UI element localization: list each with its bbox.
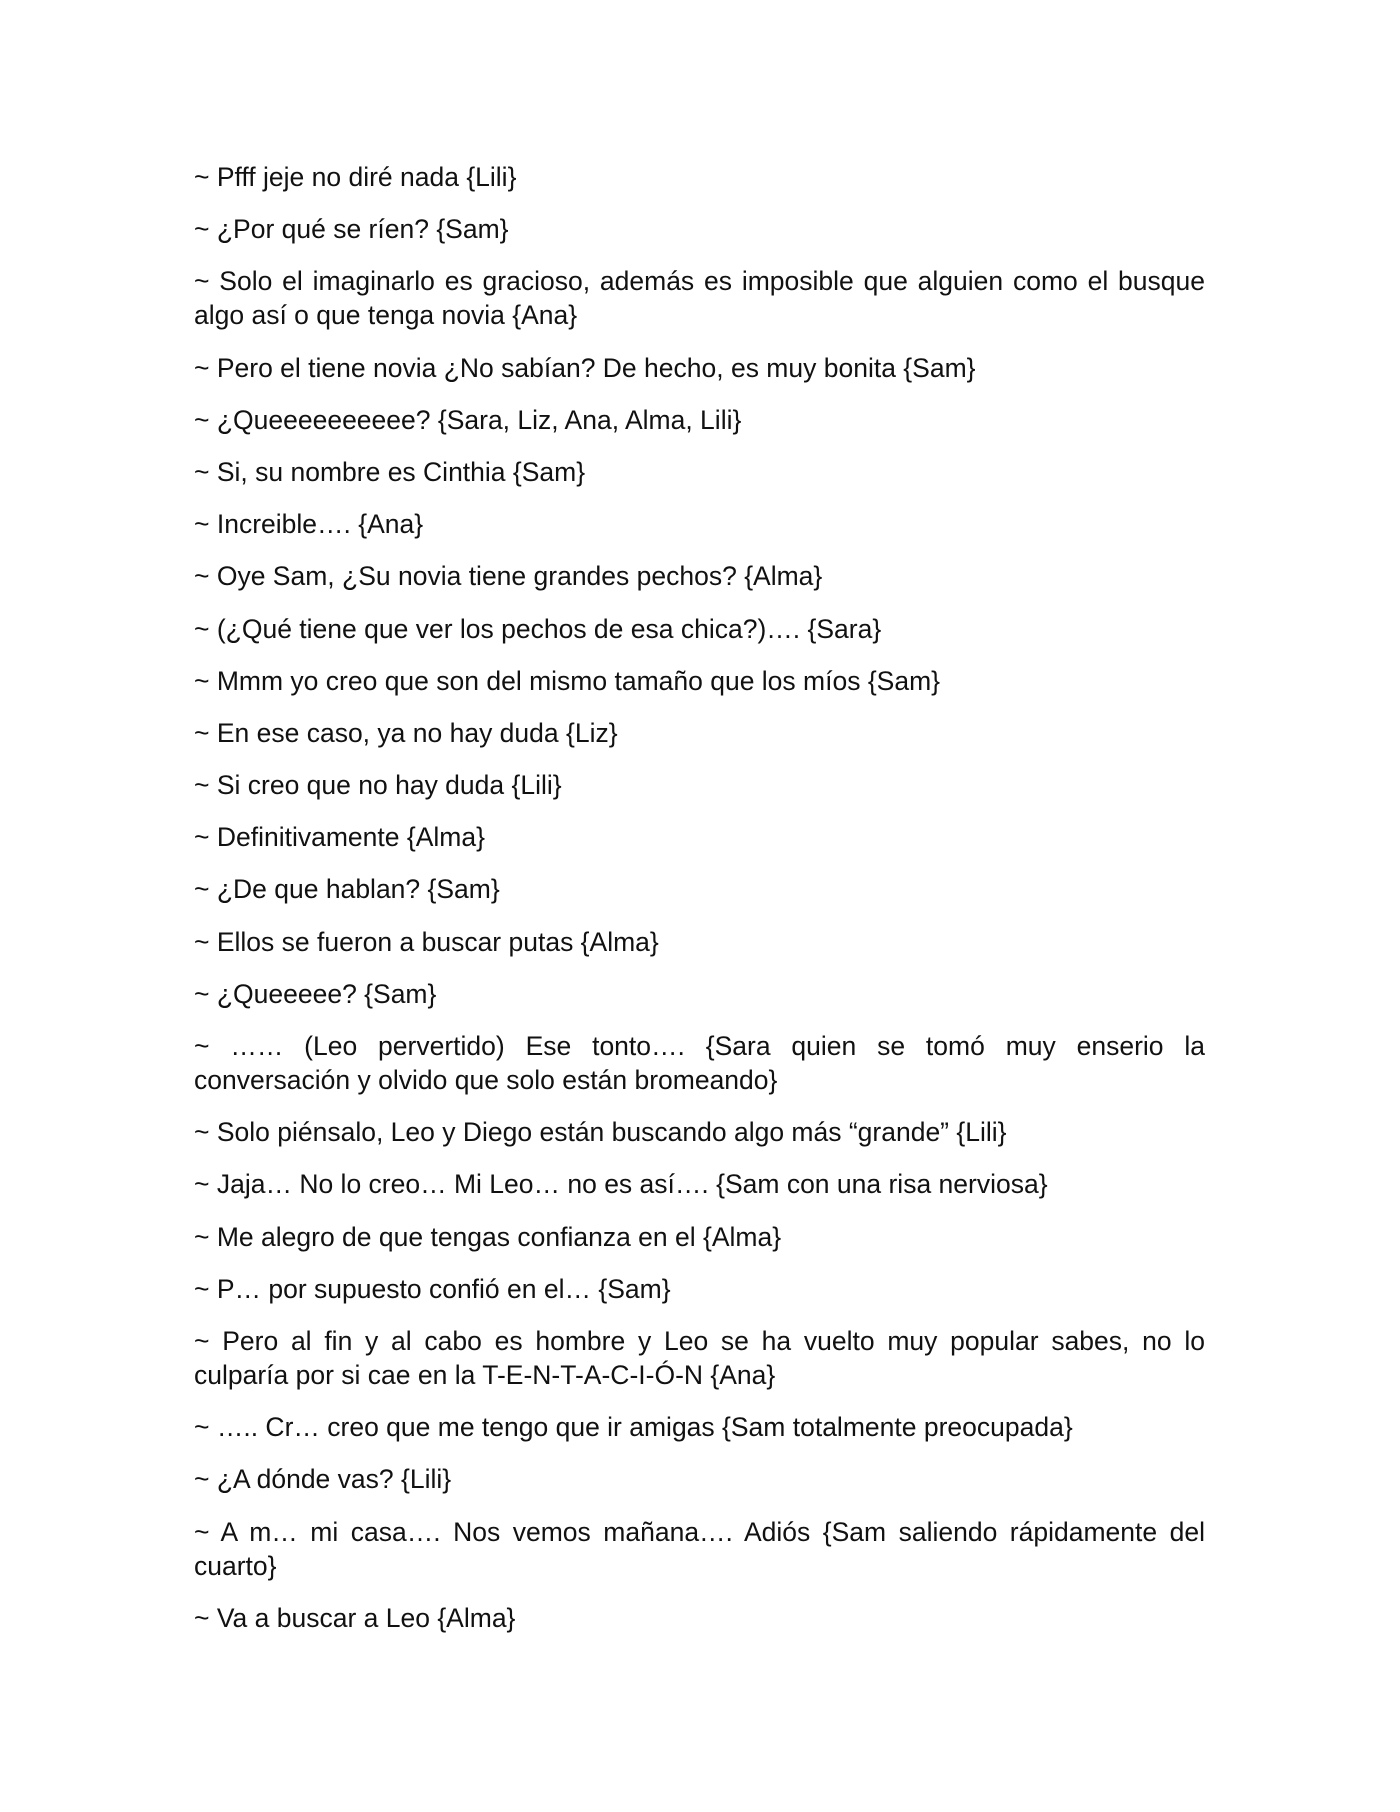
- dialogue-line: ~ Pero al fin y al cabo es hombre y Leo se ha vuelto muy popular sabes, no lo culparía por si cae en la T-E-N-T-A-C-I-Ó-N {Ana}: [194, 1325, 1205, 1390]
- dialogue-line: ~ Si creo que no hay duda {Lili}: [194, 770, 562, 801]
- dialogue-line: ~ Increible…. {Ana}: [194, 509, 424, 540]
- dialogue-line: ~ Definitivamente {Alma}: [194, 822, 485, 853]
- dialogue-line: ~ Me alegro de que tengas confianza en el {Alma}: [194, 1221, 782, 1252]
- dialogue-line: ~ Va a buscar a Leo {Alma}: [194, 1602, 516, 1633]
- dialogue-line: ~ Jaja… No lo creo… Mi Leo… no es así…. {Sam con una risa nerviosa}: [194, 1169, 1048, 1200]
- dialogue-line: ~ En ese caso, ya no hay duda {Liz}: [194, 717, 618, 748]
- dialogue-line: ~ Si, su nombre es Cinthia {Sam}: [194, 456, 586, 487]
- dialogue-line: ~ ¿De que hablan? {Sam}: [194, 874, 500, 905]
- dialogue-line: ~ Solo piénsalo, Leo y Diego están buscando algo más “grande” {Lili}: [194, 1117, 1007, 1148]
- dialogue-line: ~ Oye Sam, ¿Su novia tiene grandes pechos? {Alma}: [194, 561, 823, 592]
- dialogue-line: ~ (¿Qué tiene que ver los pechos de esa chica?)…. {Sara}: [194, 613, 882, 644]
- dialogue-line: ~ ….. Cr… creo que me tengo que ir amigas {Sam totalmente preocupada}: [194, 1412, 1073, 1443]
- dialogue-line: ~ ¿Queeeeeeeeee? {Sara, Liz, Ana, Alma, Lili}: [194, 404, 742, 435]
- dialogue-line: ~ ¿Por qué se ríen? {Sam}: [194, 214, 509, 245]
- dialogue-line: ~ Solo el imaginarlo es gracioso, además es imposible que alguien como el busque algo así o que tenga novia {Ana}: [194, 266, 1205, 331]
- dialogue-line: ~ …… (Leo pervertido) Ese tonto…. {Sara quien se tomó muy enserio la conversación y olvido que solo están bromeando}: [194, 1031, 1205, 1095]
- dialogue-line: ~ P… por supuesto confió en el… {Sam}: [194, 1273, 671, 1304]
- dialogue-line: ~ Pfff jeje no diré nada {Lili}: [194, 162, 517, 192]
- dialogue-line: ~ Pero el tiene novia ¿No sabían? De hecho, es muy bonita {Sam}: [194, 352, 976, 383]
- dialogue-list: [194, 160, 1205, 1653]
- dialogue-line: ~ Ellos se fueron a buscar putas {Alma}: [194, 926, 659, 957]
- dialogue-line: ~ Mmm yo creo que son del mismo tamaño que los míos {Sam}: [194, 665, 941, 696]
- dialogue-line: ~ ¿Queeeee? {Sam}: [194, 978, 437, 1009]
- dialogue-line: ~ ¿A dónde vas? {Lili}: [194, 1464, 452, 1495]
- dialogue-line: ~ A m… mi casa…. Nos vemos mañana…. Adiós {Sam saliendo rápidamente del cuarto}: [194, 1516, 1205, 1581]
